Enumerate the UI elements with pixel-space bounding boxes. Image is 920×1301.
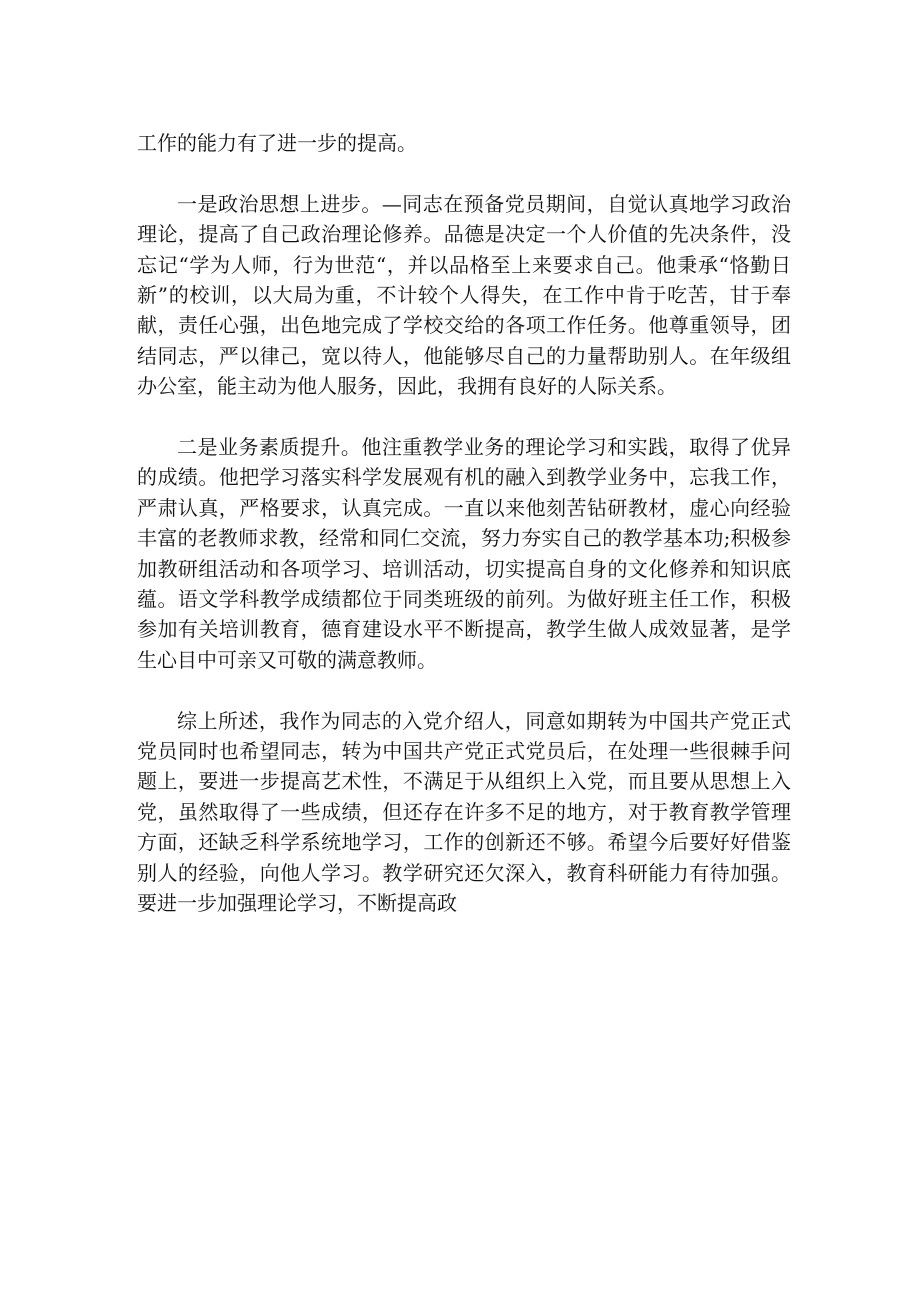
document-body xyxy=(137,128,791,919)
paragraph-professional-quality: 二是业务素质提升。他注重教学业务的理论学习和实践，取得了优异的成绩。他把学习落实科学发展观有机的融入到教学业务中，忘我工作，严肃认真，严格要求，认真完成。一直以来他刻苦钻研教材，虚心向经验丰富的老教师求教，经常和同仁交流，努力夯实自己的教学基本功;积极参加教研组活动和各项学习、培训活动，切实提高自身的文化修养和知识底蕴。语文学科教学成绩都位于同类班级的前列。为做好班主任工作，积极参加有关培训教育，德育建设水平不断提高，教学生做人成效显著，是学生心目中可亲又可敬的满意教师。 xyxy=(137,435,791,672)
paragraph-political-progress: 一是政治思想上进步。—同志在预备党员期间，自觉认真地学习政治理论，提高了自己政治理论修养。品德是决定一个人价值的先决条件，没忘记“学为人师，行为世范“，并以品格至上来要求自己。他秉承“恪勤日新”的校训，以大局为重，不计较个人得失，在工作中肯于吃苦，甘于奉献，责任心强，出色地完成了学校交给的各项工作任务。他尊重领导，团结同志，严以律己，宽以待人，他能够尽自己的力量帮助别人。在年级组办公室，能主动为他人服务，因此，我拥有良好的人际关系。 xyxy=(137,191,791,399)
paragraph-gap xyxy=(137,158,791,188)
paragraph-gap xyxy=(137,675,791,705)
paragraph-summary: 综上所述，我作为同志的入党介绍人，同意如期转为中国共产党正式党员同时也希望同志，转为中国共产党正式党员后，在处理一些很棘手问题上，要进一步提高艺术性，不满足于从组织上入党，而且要从思想上入党，虽然取得了一些成绩，但还存在许多不足的地方，对于教育教学管理方面，还缺乏科学系统地学习，工作的创新还不够。希望今后要好好借鉴别人的经验，向他人学习。教学研究还欠深入，教育科研能力有待加强。要进一步加强理论学习，不断提高政 xyxy=(137,708,791,916)
paragraph-gap xyxy=(137,402,791,432)
paragraph-continuation: 工作的能力有了进一步的提高。 xyxy=(137,131,417,155)
